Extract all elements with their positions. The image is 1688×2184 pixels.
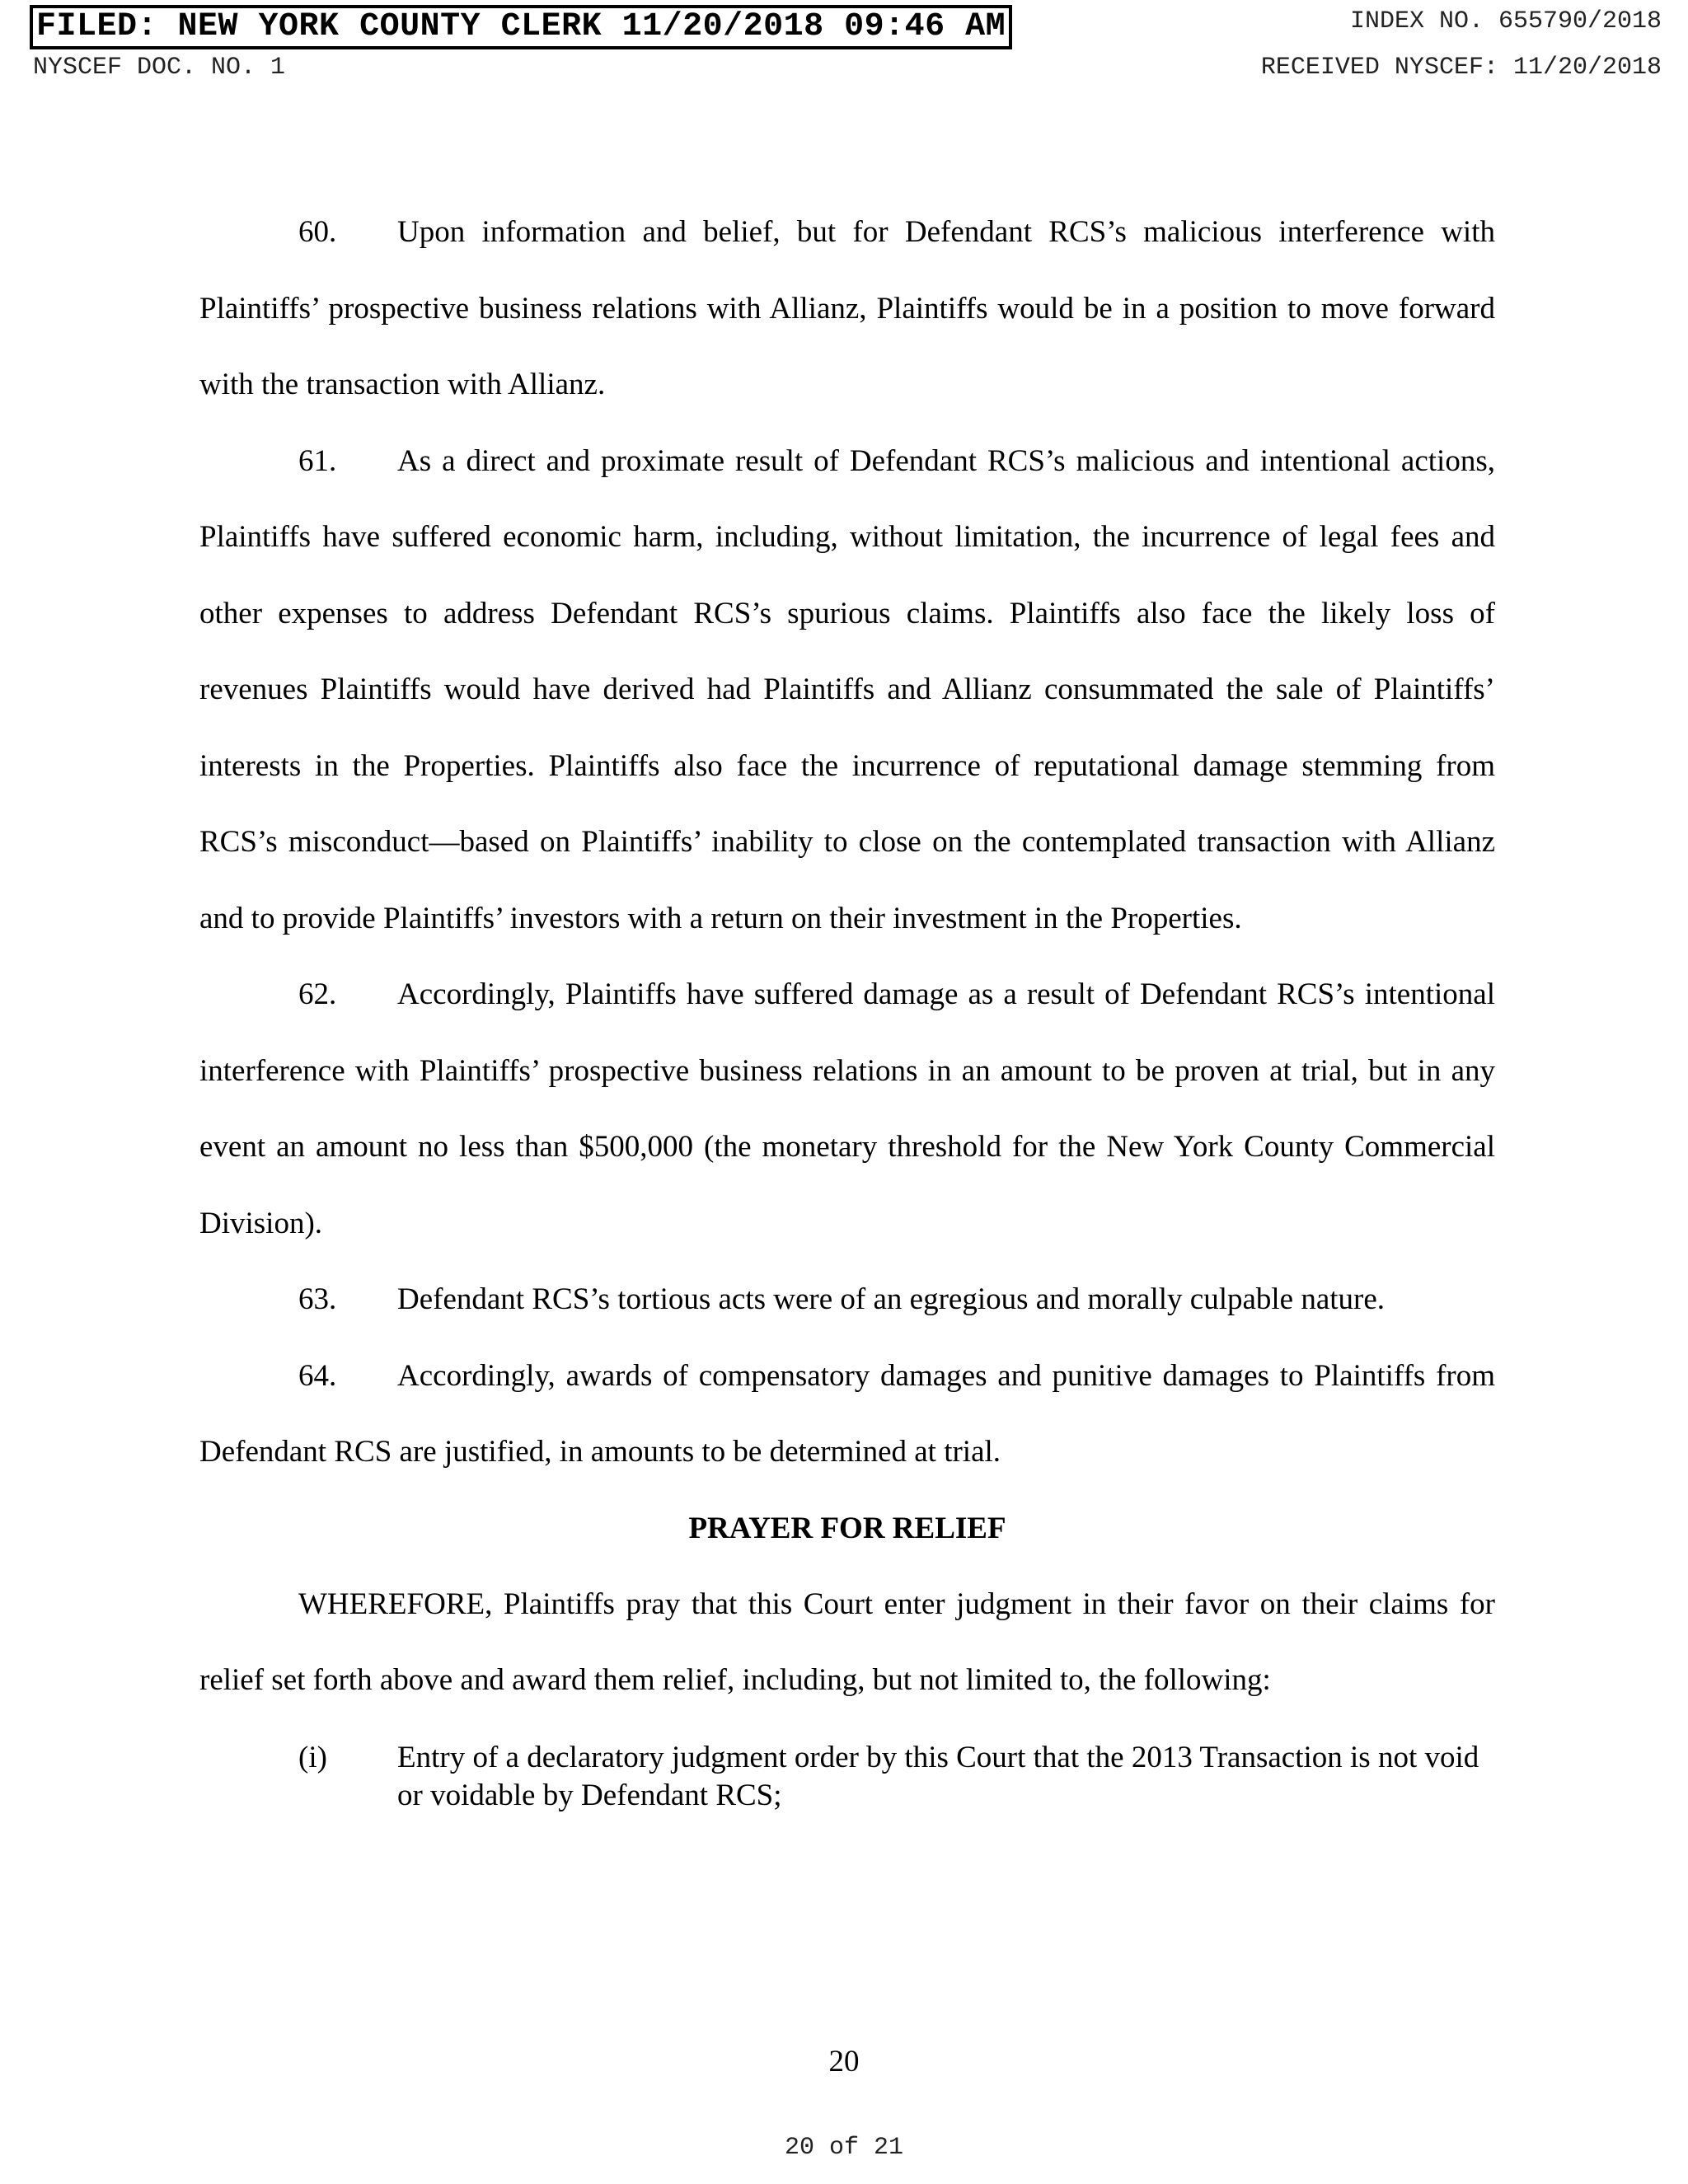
paragraph-61: [199, 424, 1495, 958]
index-number: INDEX NO. 655790/2018: [1349, 7, 1662, 35]
paragraph-number: 64.: [298, 1358, 337, 1393]
page-of-total: 20 of 21: [784, 2134, 904, 2162]
section-heading: PRAYER FOR RELIEF: [688, 1511, 1006, 1545]
prayer-intro: WHEREFORE, Plaintiffs pray that this Court enter judgment in their favor on their claims for relief set forth above and award them relief, including, but not limited to, the following:: [199, 1586, 1495, 1697]
relief-item-marker: (i): [298, 1740, 327, 1774]
paragraph-text: Defendant RCS’s tortious acts were of an egregious and morally culpable nature.: [397, 1282, 1386, 1316]
relief-item: [199, 1719, 1495, 1815]
paragraph-text: As a direct and proximate result of Defendant RCS’s malicious and intentional actions, Plaintiffs have suffered economic harm, including, without limitation, the incurrence of legal fees and other expenses to address Defendant RCS’s spurious claims. Plaintiffs also face the likely loss of revenues Plaintiffs would have derived had Plaintiffs and Allianz consummated the sale of Plaintiffs’ interests in the Properties. Plaintiffs also face the incurrence of reputational damage stemming from RCS’s misconduct—based on Plaintiffs’ inability to close on the contemplated transaction with Allianz and to provide Plaintiffs’ investors with a return on their investment in the Properties.: [199, 443, 1495, 935]
relief-item-text: Entry of a declaratory judgment order by this Court that the 2013 Transaction is not void or voidable by Defendant RCS;: [397, 1740, 1479, 1812]
paragraph-number: 62.: [298, 977, 337, 1011]
document-body: [199, 194, 1495, 1815]
paragraph-text: Accordingly, awards of compensatory damages and punitive damages to Plaintiffs from Defendant RCS are justified, in amounts to be determined at trial.: [199, 1358, 1495, 1469]
paragraph-60: [199, 194, 1495, 424]
received-date: RECEIVED NYSCEF: 11/20/2018: [1260, 54, 1662, 82]
paragraph-number: 63.: [298, 1282, 337, 1316]
page-number: 20: [828, 2045, 860, 2079]
paragraph-text: Accordingly, Plaintiffs have suffered damage as a result of Defendant RCS’s intentional interference with Plaintiffs’ prospective business relations in an amount to be proven at trial, but in any event an amount no less than $500,000 (the monetary threshold for the New York County Commercial Division).: [199, 977, 1495, 1240]
paragraph-number: 61.: [298, 443, 337, 478]
doc-number: NYSCEF DOC. NO. 1: [33, 54, 286, 82]
paragraph-62: [199, 957, 1495, 1262]
paragraph-text: Upon information and belief, but for Defendant RCS’s malicious interference with Plaintiffs’ prospective business relations with Allianz, Plaintiffs would be in a position to move forward with the transaction with Allianz.: [199, 215, 1495, 401]
paragraph-number: 60.: [298, 215, 337, 249]
filed-stamp: FILED: NEW YORK COUNTY CLERK 11/20/2018 09:46 AM: [30, 5, 1012, 49]
paragraph-63: [199, 1262, 1495, 1338]
paragraph-64: [199, 1338, 1495, 1491]
